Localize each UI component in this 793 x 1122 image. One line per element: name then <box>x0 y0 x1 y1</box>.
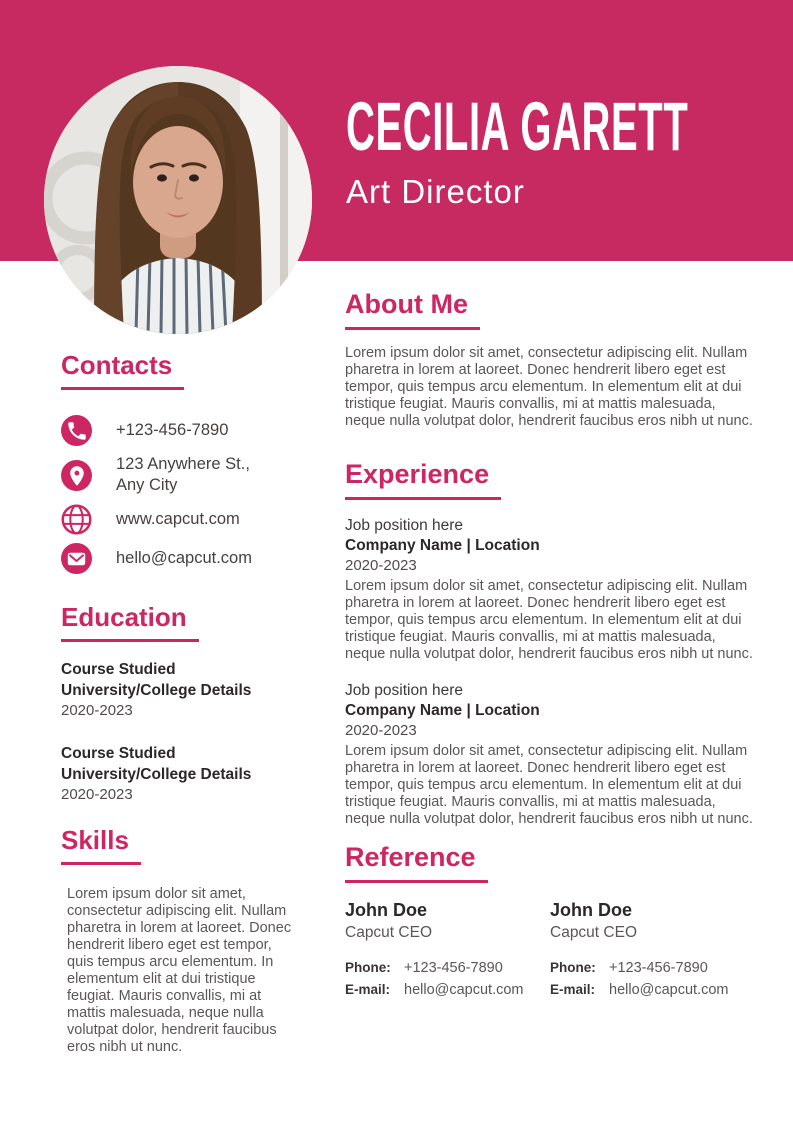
address-line-2: Any City <box>116 476 178 494</box>
job-years: 2020-2023 <box>345 722 417 739</box>
course-name: Course Studied <box>61 745 176 762</box>
job-company: Company Name | Location <box>345 702 540 719</box>
job-position: Job position here <box>345 517 464 534</box>
contact-address <box>116 454 250 496</box>
address-line-1: 123 Anywhere St., <box>116 455 250 473</box>
phone-value: +123-456-7890 <box>609 960 708 976</box>
job-title: Art Director <box>346 173 525 211</box>
experience-job <box>345 681 755 828</box>
contact-item-email <box>61 543 303 574</box>
skills-text: Lorem ipsum dolor sit amet, consectetur adipiscing elit. Nullam pharetra in lorem at laoreet. Donec hendrerit libero eget est tempor, quis tempus arcu elementum. In elementum elit at dui tristique feugiat. Mauris convallis, mi at mattis malesuada, neque nulla volutpat dolor, hendrerit faucibus eros nibh ut nunc. <box>67 886 292 1055</box>
reference-person <box>550 899 755 1001</box>
education-years: 2020-2023 <box>61 786 133 803</box>
person-contacts <box>345 957 550 1001</box>
contact-item-website <box>61 504 303 535</box>
contact-item-phone <box>61 415 303 446</box>
section-education <box>61 604 303 805</box>
experience-heading: Experience <box>345 461 501 500</box>
person-name: John Doe <box>345 900 428 920</box>
skills-heading: Skills <box>61 827 141 865</box>
reference-heading: Reference <box>345 844 488 883</box>
section-reference <box>345 844 755 1001</box>
person-role: Capcut CEO <box>550 924 638 941</box>
person-email-row <box>550 979 755 1001</box>
course-name: Course Studied <box>61 661 176 678</box>
school-name: University/College Details <box>61 765 252 783</box>
section-about <box>345 291 755 430</box>
job-position: Job position here <box>345 682 464 699</box>
section-experience <box>345 461 755 828</box>
location-icon <box>61 460 92 491</box>
education-entry <box>61 660 303 721</box>
phone-icon <box>61 415 92 446</box>
contacts-heading: Contacts <box>61 352 184 390</box>
person-email-row <box>345 979 550 1001</box>
experience-job <box>345 516 755 663</box>
education-years: 2020-2023 <box>61 702 133 719</box>
phone-label: Phone: <box>550 960 596 975</box>
phone-label: Phone: <box>345 960 391 975</box>
email-value: hello@capcut.com <box>404 982 524 998</box>
job-years: 2020-2023 <box>345 557 417 574</box>
phone-value: +123-456-7890 <box>404 960 503 976</box>
sidebar <box>61 352 303 1056</box>
email-label: E-mail: <box>550 982 596 997</box>
portrait-illustration <box>44 66 312 334</box>
globe-icon <box>61 504 92 535</box>
section-contacts <box>61 352 303 574</box>
person-role: Capcut CEO <box>345 924 433 941</box>
about-heading: About Me <box>345 291 480 330</box>
profile-photo <box>44 66 312 334</box>
contact-website: www.capcut.com <box>116 510 240 528</box>
email-label: E-mail: <box>345 982 391 997</box>
contact-phone: +123-456-7890 <box>116 421 229 439</box>
contact-email: hello@capcut.com <box>116 549 252 567</box>
school-name: University/College Details <box>61 681 252 699</box>
person-phone-row <box>345 957 550 979</box>
education-entry <box>61 744 303 805</box>
education-heading: Education <box>61 604 199 642</box>
main-column <box>345 291 755 1001</box>
contact-item-address <box>61 454 303 496</box>
reference-person <box>345 899 550 1001</box>
email-icon <box>61 543 92 574</box>
person-phone-row <box>550 957 755 979</box>
page-title: CECILIA GARETT <box>346 88 689 165</box>
job-company: Company Name | Location <box>345 537 540 554</box>
person-contacts <box>550 957 755 1001</box>
contact-list <box>61 415 303 574</box>
job-description: Lorem ipsum dolor sit amet, consectetur adipiscing elit. Nullam pharetra in lorem at laoreet. Donec hendrerit libero eget est tempor, quis tempus arcu elementum. In elementum elit at dui tristique feugiat. Mauris convallis, mi at mattis malesuada, neque nulla volutpat dolor, hendrerit faucibus eros nibh ut nunc. <box>345 578 753 662</box>
email-value: hello@capcut.com <box>609 982 729 998</box>
job-description: Lorem ipsum dolor sit amet, consectetur adipiscing elit. Nullam pharetra in lorem at laoreet. Donec hendrerit libero eget est tempor, quis tempus arcu elementum. In elementum elit at dui tristique feugiat. Mauris convallis, mi at mattis malesuada, neque nulla volutpat dolor, hendrerit faucibus eros nibh ut nunc. <box>345 743 753 827</box>
person-name: John Doe <box>550 900 633 920</box>
header-name-block <box>346 88 793 211</box>
about-text: Lorem ipsum dolor sit amet, consectetur adipiscing elit. Nullam pharetra in lorem at laoreet. Donec hendrerit libero eget est tempor, quis tempus arcu elementum. In elementum elit at dui tristique feugiat. Mauris convallis, mi at mattis malesuada, neque nulla volutpat dolor, hendrerit faucibus eros nibh ut nunc. <box>345 345 753 429</box>
reference-people <box>345 899 755 1001</box>
section-skills <box>61 827 303 1056</box>
